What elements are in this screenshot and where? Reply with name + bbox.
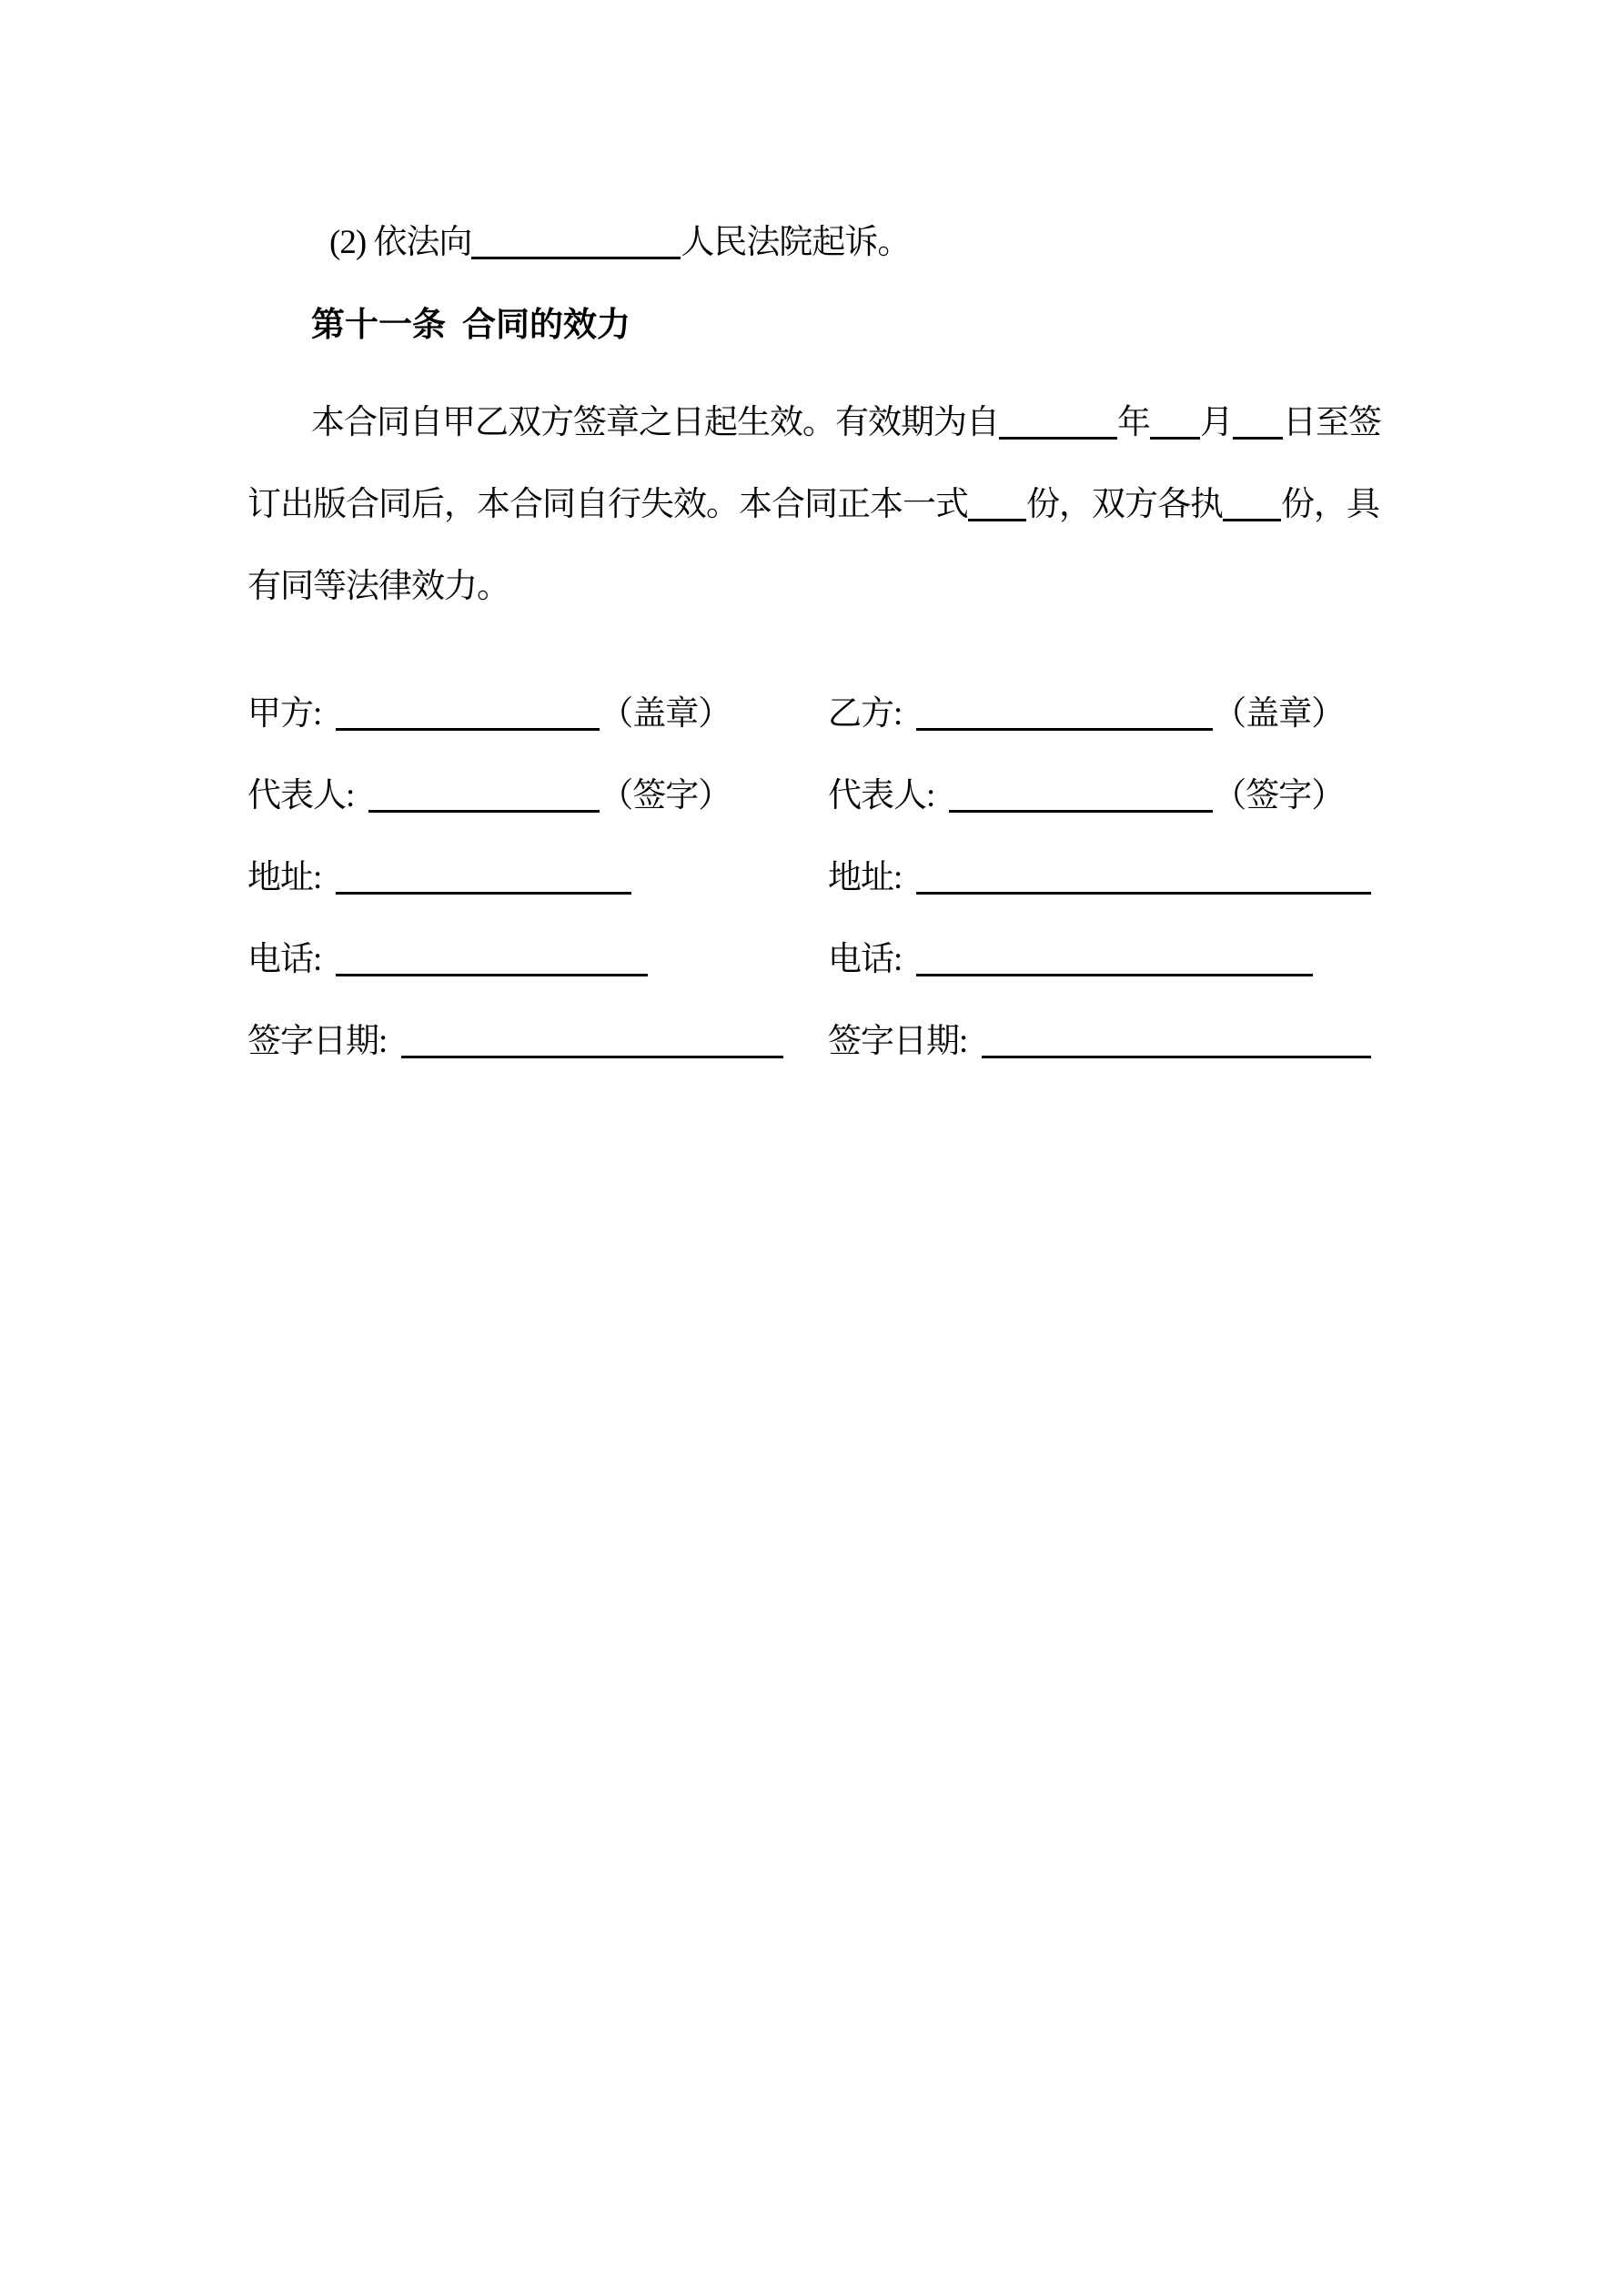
phone-a-label: 电话: xyxy=(247,941,322,978)
year-blank[interactable] xyxy=(999,403,1117,440)
address-b-cell xyxy=(828,837,1397,919)
address-b-label: 地址: xyxy=(828,859,903,896)
paragraph-line1-text: 本合同自甲乙双方签章之日起生效。有效期为自 xyxy=(311,404,999,441)
address-a-label: 地址: xyxy=(247,859,322,896)
party-a-label: 甲方: xyxy=(247,695,322,733)
article-title: 合同的效力 xyxy=(462,306,630,343)
clause-suffix-text: 人民法院起诉。 xyxy=(681,224,911,261)
date-b-cell xyxy=(828,1001,1397,1083)
month-blank[interactable] xyxy=(1150,403,1200,440)
date-a-cell xyxy=(247,1001,828,1083)
paragraph-line-2 xyxy=(247,464,1397,546)
paragraph-line2-tail: 份，具 xyxy=(1281,486,1379,523)
paragraph-line1-tail: 日至签 xyxy=(1283,404,1381,441)
party-b-name-blank[interactable] xyxy=(916,694,1213,731)
day-blank[interactable] xyxy=(1233,403,1283,440)
rep-b-label: 代表人: xyxy=(828,777,935,814)
phone-b-blank[interactable] xyxy=(916,940,1313,976)
sign-date-row xyxy=(247,1001,1397,1083)
phone-b-label: 电话: xyxy=(828,941,903,978)
party-a-cell xyxy=(247,673,828,755)
phone-b-cell xyxy=(828,919,1397,1001)
address-b-blank[interactable] xyxy=(916,858,1371,895)
paragraph-line2-text: 订出版合同后，本合同自行失效。本合同正本一式 xyxy=(247,486,968,523)
rep-b-sign-note: （签字） xyxy=(1213,777,1345,814)
party-b-seal-note: （盖章） xyxy=(1213,695,1345,733)
total-copies-blank[interactable] xyxy=(968,485,1026,521)
rep-b-cell xyxy=(828,755,1397,837)
date-b-blank[interactable] xyxy=(982,1022,1371,1058)
signature-block xyxy=(247,673,1397,1083)
rep-a-cell xyxy=(247,755,828,837)
date-a-blank[interactable] xyxy=(401,1022,783,1058)
party-a-name-blank[interactable] xyxy=(336,694,600,731)
date-b-label: 签字日期: xyxy=(828,1023,968,1060)
article-number: 第十一条 xyxy=(311,306,446,343)
each-copies-blank[interactable] xyxy=(1223,485,1281,521)
rep-b-name-blank[interactable] xyxy=(949,776,1213,813)
paragraph-line2-mid: 份，双方各执 xyxy=(1026,486,1223,523)
court-name-blank[interactable] xyxy=(471,223,681,259)
phone-a-blank[interactable] xyxy=(336,940,648,976)
party-b-label: 乙方: xyxy=(828,695,903,733)
date-a-label: 签字日期: xyxy=(247,1023,388,1060)
representative-row xyxy=(247,755,1397,837)
address-a-cell xyxy=(247,837,828,919)
party-row xyxy=(247,673,1397,755)
article-11-heading xyxy=(247,284,1397,366)
address-a-blank[interactable] xyxy=(336,858,631,895)
rep-a-label: 代表人: xyxy=(247,777,355,814)
party-a-seal-note: （盖章） xyxy=(600,695,731,733)
clause-lawsuit-line xyxy=(247,202,1397,284)
phone-a-cell xyxy=(247,919,828,1001)
rep-a-name-blank[interactable] xyxy=(368,776,600,813)
month-label: 月 xyxy=(1200,404,1233,441)
paragraph-line-1 xyxy=(247,382,1397,464)
address-row xyxy=(247,837,1397,919)
party-b-cell xyxy=(828,673,1397,755)
clause-prefix-text: (2) 依法向 xyxy=(329,224,472,261)
validity-paragraph xyxy=(247,382,1397,628)
paragraph-line3-text: 有同等法律效力。 xyxy=(247,568,509,605)
year-label: 年 xyxy=(1117,404,1150,441)
paragraph-line-3 xyxy=(247,546,1397,628)
rep-a-sign-note: （签字） xyxy=(600,777,731,814)
phone-row xyxy=(247,919,1397,1001)
